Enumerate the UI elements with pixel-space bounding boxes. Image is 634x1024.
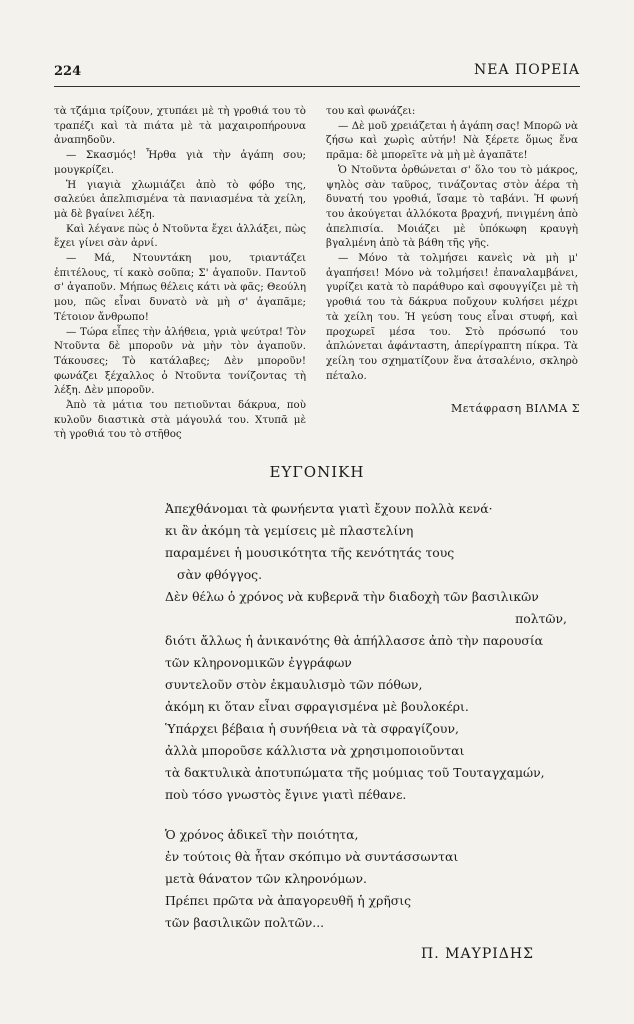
prose-paragraph: τὰ τζάμια τρίζουν, χτυπάει μὲ τὴ γροθιά του τὸ τραπέζι καὶ τὰ πιάτα μὲ τὰ μαχαιροπήρουνα ἀναπηδοῦν. [54, 105, 306, 147]
prose-paragraph: — Μά, Ντουντάκη μου, τριαντάζει ἐπιτέλους, τί κακὸ σοῦπα; Σ' ἀγαποῦν. Παντοῦ σ' ἀγαποῦν. Μήπως θέλεις κάτι νὰ φᾶς; Θεούλη μου, πῶς εἶναι δυνατὸ νὰ μὴ σ' ἀγαπᾶμε; Τέτοιον ἄνθρωπο! [54, 252, 306, 323]
prose-paragraph: — Σκασμός! Ἦρθα γιὰ τὴν ἀγάπη σου; μουγκρίζει. [54, 149, 306, 176]
poem-line: σὰν φθόγγος. [177, 567, 263, 582]
prose-column-left [54, 104, 306, 442]
poem-line: διότι ἄλλως ἡ ἀνικανότης θὰ ἀπήλλασσε ἀπὸ τὴν παρουσία [165, 633, 544, 648]
poem-line: ποὺ τόσο γνωστὸς ἔγινε γιατὶ πέθανε. [165, 787, 407, 802]
poem-line: ἀκόμη κι ὅταν εἶναι σφραγισμένα μὲ βουλοκέρι. [165, 699, 469, 714]
header-rule [54, 86, 580, 87]
prose-paragraph: — Δὲ μοῦ χρειάζεται ἡ ἀγάπη σας! Μπορῶ νὰ ζήσω καὶ χωρὶς αὐτήν! Νὰ ξέρετε ὅμως ἕνα πρᾶμα: δὲ μπορεῖτε νὰ μὴ μὲ ἀγαπᾶτε! [326, 119, 578, 162]
poem-title: ΕΥΓΟΝΙΚΗ [269, 463, 365, 481]
poem-line: μετὰ θάνατον τῶν κληρονόμων. [165, 871, 367, 886]
prose-column-right [326, 104, 578, 383]
poem-line: Ὁ χρόνος ἀδικεῖ τὴν ποιότητα, [165, 827, 359, 842]
prose-paragraph: — Μόνο τὰ τολμήσει κανεὶς νὰ μὴ μ' ἀγαπήσει! Μόνο νὰ τολμήσει! ἐπαναλαμβάνει, γυρίζει κατὰ τὸ παράθυρο καὶ σφουγγίζει μὲ τὴ γροθιά του τὰ δάκρυα ποὔχουν κυλήσει μέχρι τὰ χείλη του. Ἡ γεύση τους εἶναι στυφή, καὶ προχωρεῖ μέσα του. Στὸ πρόσωπό του ἁπλώνεται ἀφάνταστη, ἀπερίγραπτη πίκρα. Τὰ χείλη του σχηματίζουν ἕνα ἀτσαλένιο, σκληρὸ πέταλο. [326, 252, 578, 382]
poem-line: συντελοῦν στὸν ἐκμαυλισμὸ τῶν πόθων, [165, 677, 423, 692]
poem-body [165, 498, 575, 934]
poem-author: Π. ΜΑΥΡΙΔΗΣ [421, 946, 534, 962]
poem-line: Ὑπάρχει βέβαια ἡ συνήθεια νὰ τὰ σφραγίζουν, [165, 721, 459, 736]
stanza-gap [165, 806, 575, 824]
poem-line: πολτῶν, [515, 611, 567, 626]
prose-paragraph: Καὶ λέγανε πὼς ὁ Ντοῦντα ἔχει ἀλλάξει, πὼς ἔχει γίνει σὰν ἀρνί. [54, 222, 306, 250]
poem-line: τῶν βασιλικῶν πολτῶν... [165, 915, 325, 930]
running-title: ΝΕΑ ΠΟΡΕΙΑ [474, 62, 580, 78]
prose-paragraph: του καὶ φωνάζει: [326, 105, 416, 117]
poem-line: τὰ δακτυλικὰ ἀποτυπώματα τῆς μούμιας τοῦ Τουταγχαμών, [165, 765, 545, 780]
prose-paragraph: Ἡ γιαγιὰ χλωμιάζει ἀπὸ τὸ φόβο της, σαλεύει ἀπελπισμένα τὰ πανιασμένα τὰ χείλη, μὰ δὲ βγαίνει λέξη. [54, 178, 306, 220]
prose-paragraph: — Τώρα εἶπες τὴν ἀλήθεια, γριὰ ψεύτρα! Τὸν Ντοῦντα δὲ μποροῦν νὰ μὴν τὸν ἀγαποῦν. Τάκουσες; Τὸ κατάλαβες; Δὲν μποροῦν! φωνάζει ξέχαλλος ὁ Ντοῦντα τονίζοντας τὴ λέξη. Δὲν μποροῦν. [54, 325, 306, 397]
poem-line: Ἀπεχθάνομαι τὰ φωνήεντα γιατὶ ἔχουν πολλὰ κενά· [165, 501, 493, 516]
page-number: 224 [54, 64, 82, 79]
prose-paragraph: Ὁ Ντοῦντα ὀρθώνεται σ' ὅλο του τὸ μάκρος, ψηλὸς σὰν ταῦρος, τινάζοντας στὸν ἀέρα τὴ δυνατή του γροθιά, ἴσαμε τὸ ταβάνι. Ἡ φωνή του ἀκούγεται ἀλλόκοτα βραχνή, πνιγμένη ἀπὸ ἀπελπισία. Μοιάζει μὲ ὑπόκωφη κραυγὴ βγαλμένη ἀπὸ τὰ βάθη τῆς γῆς. [326, 163, 578, 250]
poem-line: ἀλλὰ μποροῦσε κάλλιστα νὰ χρησιμοποιοῦνται [165, 743, 465, 758]
poem-line: ἐν τούτοις θὰ ἦταν σκόπιμο νὰ συντάσσωνται [165, 849, 459, 864]
poem-line: παραμένει ἡ μουσικότητα τῆς κενότητάς τους [165, 545, 455, 560]
poem-line: Δὲν θέλω ὁ χρόνος νὰ κυβερνᾶ τὴν διαδοχὴ τῶν βασιλικῶν [165, 589, 539, 604]
poem-line: κι ἂν ἀκόμη τὰ γεμίσεις μὲ πλαστελίνη [165, 523, 414, 538]
translator-credit: Μετάφραση ΒΙΛΜΑ Σ [450, 402, 580, 415]
poem-line: τῶν κληρονομικῶν ἐγγράφων [165, 655, 352, 670]
poem-line: Πρέπει πρῶτα νὰ ἀπαγορευθῆ ἡ χρῆσις [165, 893, 412, 908]
prose-paragraph: Ἀπὸ τὰ μάτια του πετιοῦνται δάκρυα, ποὺ κυλοῦν διαστικὰ στὰ μάγουλά του. Χτυπᾶ μὲ τὴ γροθιά του τὸ στῆθος [54, 399, 306, 441]
